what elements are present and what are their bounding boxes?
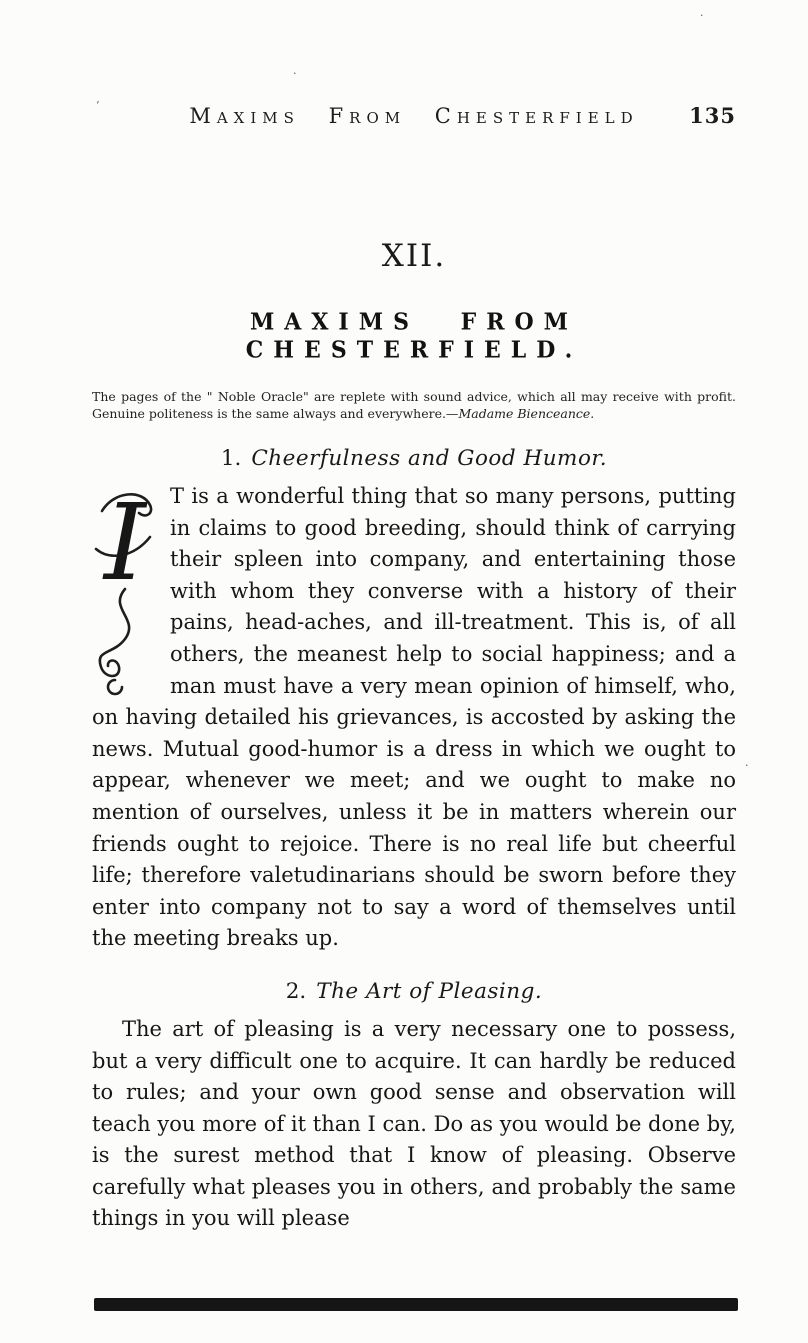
section-heading-1 <box>92 446 736 471</box>
ornate-initial-I-icon <box>92 485 160 699</box>
paragraph-text: T is a wonderful thing that so many persons, putting in claims to good breeding, should think of carrying their spleen into company, and entertaining those with whom they converse with a history of their pains, head-aches, and ill-treatment. This is, of all others, the meanest help to social happiness; and a man must have a very mean opinion of himself, who, on having detailed his grievances, is accosted by asking the news. Mutual good-humor is a dress in which we ought to appear, whenever we meet; and we ought to make no mention of ourselves, unless it be in matters wherein our friends ought to rejoice. There is no real life but cheerful life; therefore valetudinarians should be sworn before they enter into company not to say a word of themselves until the meeting breaks up. <box>92 484 736 951</box>
section-title: The Art of Pleasing. <box>316 978 543 1004</box>
epigraph-attribution: Madame Bienceance. <box>458 406 595 421</box>
chapter-number: XII. <box>381 238 447 274</box>
chapter-title: MAXIMS FROM CHESTERFIELD. <box>245 307 583 365</box>
running-header-title: Maxims From Chesterfield <box>189 104 639 128</box>
scan-speck: · <box>700 9 704 22</box>
paragraph-2 <box>92 1014 736 1235</box>
paragraph-1 <box>92 481 736 955</box>
scan-speck: · <box>745 759 749 772</box>
scan-ink-bar <box>94 1298 738 1311</box>
epigraph <box>92 388 736 422</box>
section-title: Cheerfulness and Good Humor. <box>251 446 608 471</box>
section-number: 2. <box>285 978 307 1004</box>
svg-text:I: I <box>104 485 146 604</box>
running-header <box>92 104 736 128</box>
section-number: 1. <box>220 446 242 471</box>
epigraph-text: The pages of the " Noble Oracle" are replete with sound advice, which all may receive with profit. Genuine politeness is the same always and everywhere.— <box>92 389 736 421</box>
scan-speck: ’ <box>96 99 100 112</box>
paragraph-text: The art of pleasing is a very necessary one to possess, but a very difficult one to acquire. It can hardly be reduced to rules; and your own good sense and observation will teach you more of it than I can. Do as you would be done by, is the surest method that I know of pleasing. Observe carefully what pleases you in others, and probably the same things in you will please <box>92 1016 736 1231</box>
scan-speck: · <box>293 67 297 80</box>
page-number: 135 <box>689 103 736 128</box>
section-heading-2 <box>92 979 736 1004</box>
